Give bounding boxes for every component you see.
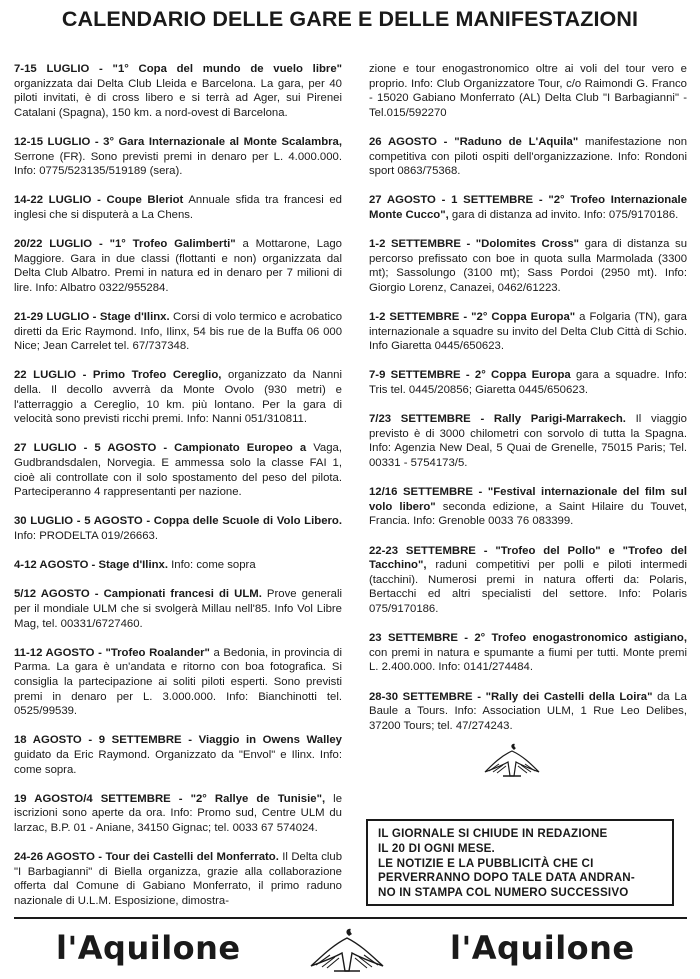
event-heading: 27 LUGLIO - 5 AGOSTO - Campionato Europeo a	[14, 442, 307, 455]
event-body: da La Baule a Tours. Info: Association ULM, 1 Rue Leo Delibes, 37200 Tours; tel. 47/274243.	[369, 690, 687, 732]
event-body: a Mottarone, Lago Maggiore. Gara in due classi (flottanti e non) organizzata dal Delta Club Albatro. Premi in natura ed in denaro per 7 milioni di lire. Info: Albatro 0322/955284.	[14, 238, 342, 294]
event-heading: 7/23 SETTEMBRE - Rally Parigi-Marrakech.	[369, 413, 626, 426]
event-heading: 11-12 AGOSTO - "Trofeo Roalander"	[14, 646, 210, 659]
eagle-logo-icon	[308, 926, 386, 974]
event-item	[14, 792, 342, 836]
event-body: gara di distanza su percorso prefissato con boe in quota sulla Marmolada (3300 mt); Sassolungo (3100 mt); Sass Pordoi (2950 mt). Info: Giorgio Lorenz, Canazei, 0462/61223.	[369, 238, 688, 294]
event-heading: 14-22 LUGLIO - Coupe Bleriot	[14, 194, 184, 207]
event-body: Prove generali per il mondiale ULM che si svolgerà Millau nell'85. Info Vol Libre Mag, tel. 00331/6727460.	[14, 588, 342, 630]
left-column	[14, 62, 342, 923]
event-item	[369, 368, 687, 397]
event-body: Info: PRODELTA 019/26663.	[14, 530, 158, 542]
event-heading: 20/22 LUGLIO - "1° Trofeo Galimberti"	[14, 238, 236, 251]
event-item	[369, 544, 687, 617]
event-heading: 22 LUGLIO - Primo Trofeo Cereglio,	[14, 369, 222, 382]
event-item	[14, 587, 342, 631]
event-item	[14, 733, 342, 777]
event-heading: 21-29 LUGLIO - Stage d'Ilinx.	[14, 311, 170, 324]
event-item	[369, 631, 687, 675]
event-body: organizzata dai Delta Club Lleida e Barcelona. La gara, per 40 piloti invitati, è di cross libero e si terrà ad Ager, sui Pirenei Catalani (Spagna), 150 km. a nord-ovest di Barcelona.	[14, 77, 342, 119]
notice-line: IL GIORNALE SI CHIUDE IN REDAZIONE	[378, 827, 608, 840]
event-heading: 7-15 LUGLIO - "1° Copa del mundo de vuelo libre"	[14, 63, 342, 75]
event-body: Vaga, Gudbrandsdalen, Norvegia. E ammessa solo la classe FAI 1, cioè ali controllate con il solo spostamento del peso del pilota. Parteciperanno 4 rappresentanti per nazione.	[14, 442, 342, 499]
event-item	[14, 514, 342, 543]
event-body: manifestazione non competitiva con piloti ospiti dell'organizzazione. Info: Rondoni sport 0863/75368.	[369, 135, 688, 178]
eagle-logo-icon	[483, 742, 541, 778]
event-heading: 19 AGOSTO/4 SETTEMBRE - "2° Rallye de Tunisie",	[14, 792, 326, 805]
event-heading: 26 AGOSTO - "Raduno de L'Aquila"	[369, 135, 579, 148]
event-heading: 5/12 AGOSTO - Campionati francesi di ULM.	[14, 588, 262, 601]
event-body: Info: come sopra	[167, 559, 256, 572]
event-body: guidato da Eric Raymond. Organizzato da "Envol" e Ilinx. Info: come sopra.	[14, 748, 342, 776]
event-body: gara di distanza ad invito. Info: 075/9170186.	[448, 208, 679, 221]
event-heading: 12/16 SETTEMBRE - "Festival internazionale del film sul volo libero"	[369, 486, 687, 513]
event-body: organizzato da Nanni della. Il decollo avverrà da Monte Ovolo (930 metri) e l'atterraggio a Cereglio, 10 km. più lontano. Per la gara di velocità sono previsti ricchi premi. Info: Nanni 051/310811.	[14, 369, 342, 426]
page-title: CALENDARIO DELLE GARE E DELLE MANIFESTAZIONI	[61, 7, 639, 31]
event-body: gara a squadre. Info: Tris tel. 0445/20856; Giaretta 0445/650623.	[369, 369, 687, 397]
event-item	[14, 646, 342, 719]
event-heading: 24-26 AGOSTO - Tour dei Castelli del Monferrato.	[14, 851, 279, 864]
event-body: Serrone (FR). Sono previsti premi in denaro per L. 4.000.000. Info: 0775/523135/519189 (sera).	[14, 150, 342, 178]
event-heading: 4-12 AGOSTO - Stage d'Ilinx.	[14, 559, 168, 572]
notice-line: IL 20 DI OGNI MESE.	[378, 841, 495, 855]
event-item	[14, 62, 342, 120]
event-heading: 18 AGOSTO - 9 SETTEMBRE - Viaggio in Owens Walley	[14, 734, 342, 747]
event-body: le iscrizioni sono aperte da ora. Info: Promo sud, Centre ULM du larzac, B.P. 01 - Aniane, 34150 Gignac; tel. 0033 67 574024.	[14, 792, 343, 834]
event-heading: 22-23 SETTEMBRE - "Trofeo del Pollo" e "Trofeo del Tacchino",	[369, 544, 687, 572]
event-item	[369, 412, 687, 470]
notice-line: NO IN STAMPA COL NUMERO SUCCESSIVO	[378, 886, 629, 900]
event-heading: 30 LUGLIO - 5 AGOSTO - Coppa delle Scuole di Volo Libero.	[14, 515, 342, 528]
event-item	[369, 310, 687, 354]
event-body: a Bedonia, in provincia di Parma. La gara è un'andata e ritorno con boa fotografica. Si consiglia la partecipazione ai soliti piloti esperti. Sono previsti premi in denaro per L. 3.000.000. Info: Bianchinotti tel. 0525/99539.	[14, 646, 343, 718]
right-column	[369, 62, 687, 748]
event-item	[369, 237, 687, 295]
event-heading: 23 SETTEMBRE - 2° Trofeo enogastronomico astigiano,	[369, 632, 687, 645]
event-item	[14, 368, 342, 426]
event-item	[369, 135, 687, 179]
event-item	[369, 193, 687, 222]
event-heading: 12-15 LUGLIO - 3° Gara Internazionale al Monte Scalambra,	[14, 135, 342, 148]
event-item	[14, 558, 342, 573]
event-body: raduni competitivi per polli e piloti intermedi (tacchini). Numerosi premi in natura offerti da: Polaris, Bertacchi ed altri specialisti del settore. Info: Polaris 075/9170186.	[369, 559, 687, 615]
event-body: a Folgaria (TN), gara internazionale a squadre su invito del Delta Club Città di Schio. Info Giaretta 0445/650623.	[369, 311, 687, 353]
event-heading: 1-2 SETTEMBRE - "Dolomites Cross"	[369, 238, 580, 251]
footer-divider	[14, 917, 687, 919]
event-item	[369, 485, 687, 529]
event-body: con premi in natura e spumante a fiumi per tutti. Monte premi L. 2.400.000. Info: 0141/274484.	[369, 646, 687, 674]
footer-brand-left: l'Aquilone	[56, 929, 241, 967]
event-heading: 27 AGOSTO - 1 SETTEMBRE - "2° Trofeo Internazionale Monte Cucco",	[369, 194, 687, 221]
event-heading: 1-2 SETTEMBRE - "2° Coppa Europa"	[369, 311, 576, 324]
event-body: Annuale sfida tra francesi ed inglesi che si disputerà a La Chens.	[14, 194, 342, 221]
event-item	[14, 237, 342, 295]
event-item	[14, 850, 342, 908]
notice-line: PERVERRANNO DOPO TALE DATA ANDRAN-	[378, 871, 635, 885]
event-continuation: zione e tour enogastronomico oltre ai voli del tour vero e proprio. Info: Club Organizzatore Tour, c/o Raimondi G. Franco - 15020 Gabiano Monferrato (AL) Delta Club "I Barbagianni" - Tel.015/592270	[369, 63, 687, 119]
event-body: Il Delta club "I Barbagianni" di Biella organizza, grazie alla collaborazione offerta dal Comune di Gabiano Monferrato, il primo raduno nazionale di U.L.M. Esposizione, dimostra-	[14, 851, 343, 907]
notice-line: LE NOTIZIE E LA PUBBLICITÀ CHE CI	[378, 856, 594, 870]
event-item	[14, 441, 342, 499]
event-item	[14, 310, 342, 354]
event-body: seconda edizione, a Saint Hilaire du Touvet, Francia. Info: Grenoble 0033 76 083399.	[369, 500, 688, 528]
event-heading: 28-30 SETTEMBRE - "Rally dei Castelli della Loira"	[369, 690, 653, 703]
editorial-notice	[366, 819, 674, 906]
event-item	[369, 690, 687, 734]
footer-brand-right: l'Aquilone	[450, 929, 635, 967]
event-body: Corsi di volo termico e acrobatico diretti da Eric Raymond. Info, Ilinx, 54 bis rue de la Buffa 06 000 Nice; Jean Carrelet tel. 67/737348.	[14, 311, 342, 353]
event-heading: 7-9 SETTEMBRE - 2° Coppa Europa	[369, 369, 571, 382]
event-item	[14, 193, 342, 222]
event-body: Il viaggio previsto è di 3000 chilometri con sorvolo di tutta la Spagna. Info: Agenzia New Deal, 5 Quai de Grenelle, 75015 Paris; Tel. 00331 - 5754173/5.	[369, 413, 687, 470]
event-item	[14, 135, 342, 179]
